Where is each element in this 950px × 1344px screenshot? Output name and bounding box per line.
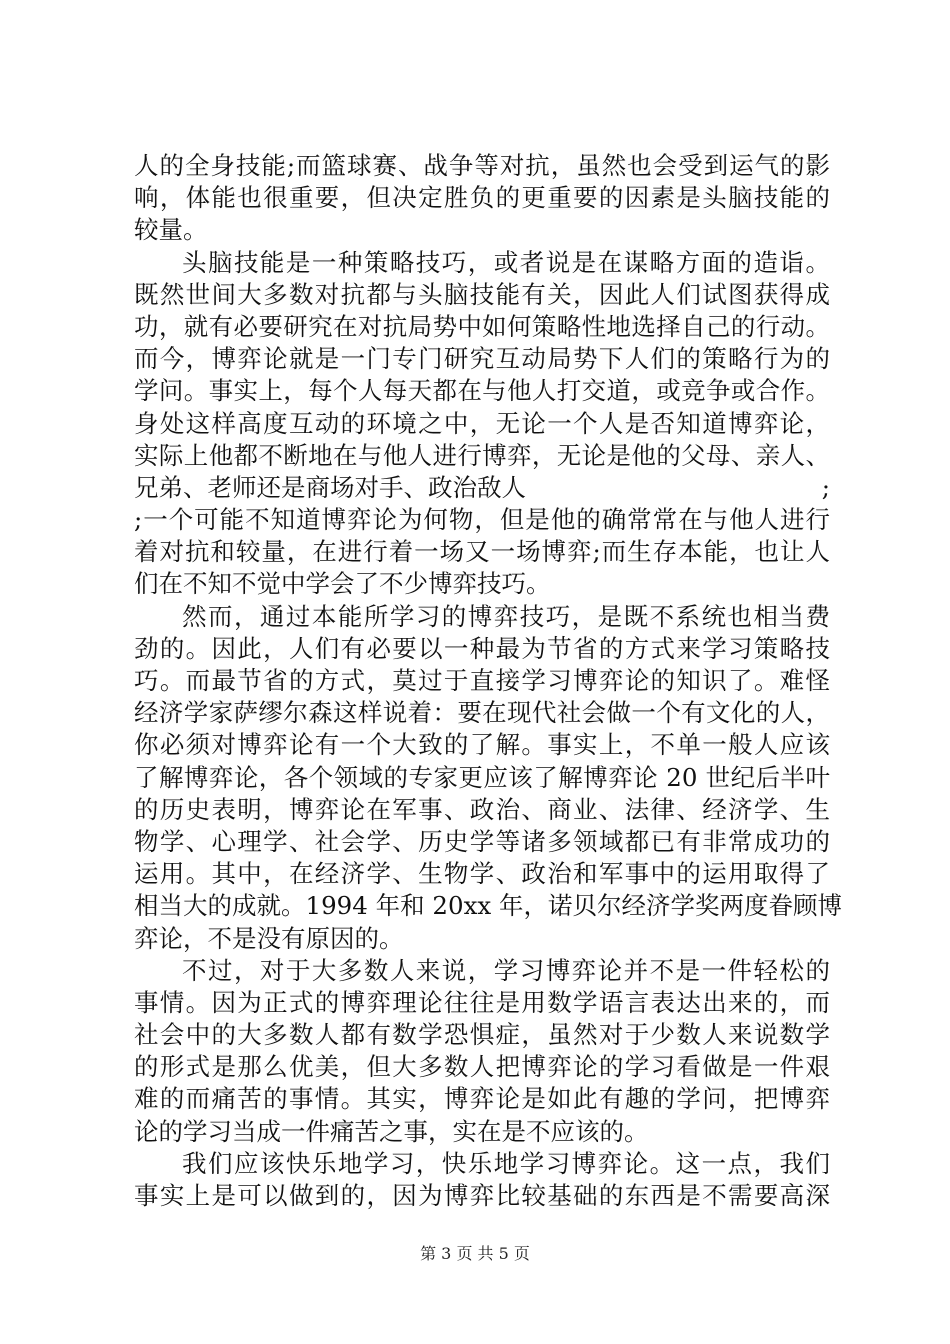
- text-line: 较量。: [134, 215, 208, 245]
- text-line: 难的而痛苦的事情。其实，博弈论是如此有趣的学问，把博弈: [134, 1084, 830, 1114]
- paragraph-first-line: 我们应该快乐地学习，快乐地学习博弈论。这一点，我们: [182, 1148, 830, 1178]
- text-line: 社会中的大多数人都有数学恐惧症，虽然对于少数人来说数学: [134, 1020, 830, 1050]
- text-line: 既然世间大多数对抗都与头脑技能有关，因此人们试图获得成: [134, 279, 830, 309]
- text-line: 论的学习当成一件痛苦之事，实在是不应该的。: [134, 1116, 649, 1146]
- paragraph-first-line: 头脑技能是一种策略技巧，或者说是在谋略方面的造诣。: [182, 247, 830, 277]
- text-line: 而今，博弈论就是一门专门研究互动局势下人们的策略行为的: [134, 344, 830, 374]
- text-segment: 兄弟、老师还是商场对手、政治敌人: [134, 472, 526, 502]
- text-line: 的形式是那么优美，但大多数人把博弈论的学习看做是一件艰: [134, 1052, 830, 1082]
- text-line-split: [134, 472, 830, 504]
- text-line: 事实上是可以做到的，因为博弈比较基础的东西是不需要高深: [134, 1181, 830, 1210]
- text-line: 运用。其中，在经济学、生物学、政治和军事中的运用取得了: [134, 859, 830, 889]
- text-line: 了解博弈论，各个领域的专家更应该了解博弈论 20 世纪后半叶: [134, 762, 830, 792]
- text-line: 你必须对博弈论有一个大致的了解。事实上，不单一般人应该: [134, 730, 830, 760]
- text-line: 巧。而最节省的方式，莫过于直接学习博弈论的知识了。难怪: [134, 666, 830, 695]
- document-body: [134, 150, 843, 1212]
- paragraph-first-line: 不过，对于大多数人来说，学习博弈论并不是一件轻松的: [182, 955, 830, 985]
- text-line: 劲的。因此，人们有必要以一种最为节省的方式来学习策略技: [134, 633, 830, 663]
- text-line: 功，就有必要研究在对抗局势中如何策略性地选择自己的行动。: [134, 311, 830, 341]
- text-line: 实际上他都不断地在与他人进行博弈，无论是他的父母、亲人、: [134, 440, 830, 470]
- text-line: 身处这样高度互动的环境之中，无论一个人是否知道博弈论，: [134, 408, 830, 438]
- text-line: 人的全身技能;而篮球赛、战争等对抗，虽然也会受到运气的影: [134, 151, 830, 180]
- text-line: 着对抗和较量，在进行着一场又一场博弈;而生存本能，也让人: [134, 537, 830, 567]
- text-line: 物学、心理学、社会学、历史学等诸多领域都已有非常成功的: [134, 826, 830, 856]
- paragraph-first-line: 然而，通过本能所学习的博弈技巧，是既不系统也相当费: [182, 601, 830, 631]
- text-line: 事情。因为正式的博弈理论往往是用数学语言表达出来的，而: [134, 987, 830, 1017]
- text-line: ;一个可能不知道博弈论为何物，但是他的确常常在与他人进行: [134, 505, 830, 535]
- text-line: 相当大的成就。1994 年和 20xx 年，诺贝尔经济学奖两度眷顾博: [134, 891, 843, 921]
- text-segment-trailing: ;: [821, 472, 830, 502]
- text-line: 学问。事实上，每个人每天都在与他人打交道，或竞争或合作。: [134, 376, 830, 406]
- text-line: 们在不知不觉中学会了不少博弈技巧。: [134, 569, 551, 599]
- text-line: 弈论，不是没有原因的。: [134, 923, 404, 953]
- text-line: 的历史表明，博弈论在军事、政治、商业、法律、经济学、生: [134, 794, 830, 824]
- page-footer: 第 3 页 共 5 页: [420, 1244, 530, 1263]
- text-line: 响，体能也很重要，但决定胜负的更重要的因素是头脑技能的: [134, 183, 830, 213]
- text-line: 经济学家萨缪尔森这样说着：要在现代社会做一个有文化的人，: [134, 698, 830, 728]
